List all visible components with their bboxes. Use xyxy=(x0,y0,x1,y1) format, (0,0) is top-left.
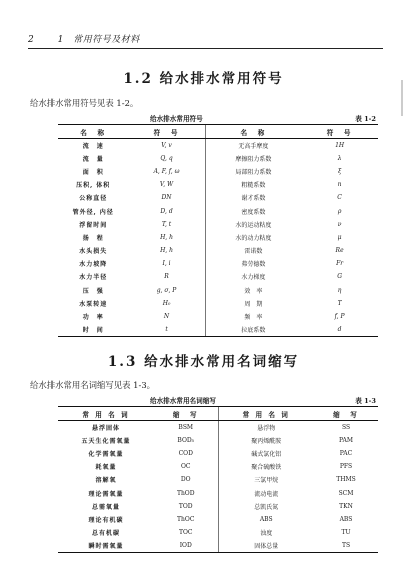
table-cell: 总凯氏氮 xyxy=(218,500,314,513)
table-row xyxy=(58,244,378,257)
table-cell: THMS xyxy=(336,476,356,484)
table-row xyxy=(58,310,378,323)
table-row xyxy=(58,270,378,283)
table-cell: IOD xyxy=(154,539,218,552)
page-number: 2 xyxy=(28,35,35,45)
table-1-3-title: 给水排水常用名词缩写 xyxy=(150,397,216,405)
table-cell: N xyxy=(163,313,170,321)
table-cell: 功 率 xyxy=(82,314,104,322)
table-cell: 固体总量 xyxy=(218,539,314,552)
table-row xyxy=(58,284,378,297)
table-cell: 时 间 xyxy=(58,323,128,336)
table-cell: TOD xyxy=(178,502,193,510)
table-cell: R xyxy=(164,273,169,281)
table-cell: 水力半径 xyxy=(79,274,108,282)
table-cell: 雷诺数 xyxy=(205,244,301,257)
table-cell: 悬浮物 xyxy=(218,421,314,434)
table-cell: 弗劳德数 xyxy=(205,257,301,270)
table-cell: 摩擦阻力系数 xyxy=(205,152,301,165)
table-cell: BSM xyxy=(178,423,194,431)
table-row xyxy=(58,486,378,499)
table-row xyxy=(58,257,378,270)
table-cell: A, F, f, ω xyxy=(153,167,180,175)
table-cell: 管外径, 内径 xyxy=(72,208,114,216)
table-cell: SCM xyxy=(338,489,354,497)
table-cell: 无高手摩度 xyxy=(205,139,301,152)
table-row xyxy=(58,500,378,513)
table-cell: TOC xyxy=(178,529,193,537)
table-cell: PFS xyxy=(339,463,353,471)
table-cell: V, W xyxy=(159,181,174,189)
table-row xyxy=(58,434,378,447)
table-cell: 粗糙系数 xyxy=(205,178,301,191)
table-1-3-number: 表 1-3 xyxy=(355,397,376,405)
table-cell: η xyxy=(337,286,342,294)
table-cell: 公称直径 xyxy=(79,195,108,203)
table-cell: 瞬时需氧量 xyxy=(58,539,154,552)
table-cell: 扬 程 xyxy=(82,234,104,242)
table-row xyxy=(58,460,378,473)
table-cell: D, d xyxy=(160,207,173,215)
table-cell: 流 速 xyxy=(82,142,104,150)
table-cell: Fr xyxy=(336,260,344,268)
table-cell: 聚合硫酸铁 xyxy=(218,460,314,473)
table-cell: 耗氧量 xyxy=(95,464,117,472)
table-cell: 流 量 xyxy=(82,155,104,163)
table-row xyxy=(58,526,378,539)
table-cell: H, h xyxy=(160,233,173,241)
table-cell: 水的动力粘度 xyxy=(205,231,301,244)
table-cell: 浮留时间 xyxy=(79,221,108,229)
table-cell: H, h xyxy=(160,247,173,255)
table-row xyxy=(58,178,378,191)
table-cell: PAC xyxy=(339,449,353,457)
table-1-2-number: 表 1-2 xyxy=(355,115,376,123)
table-cell: 水的运动粘度 xyxy=(205,218,301,231)
table-cell: T, t xyxy=(161,220,172,228)
table-cell: 1H xyxy=(335,141,345,149)
table-cell: DO xyxy=(180,476,191,484)
table-cell: 谢才系数 xyxy=(205,191,301,204)
table-cell: TKN xyxy=(339,502,353,510)
table-1-2-title: 给水排水常用符号 xyxy=(150,115,203,123)
table-row xyxy=(58,152,378,165)
table-cell: TS xyxy=(314,539,378,552)
table-cell: 流动电流 xyxy=(218,486,314,499)
table-cell: ThOD xyxy=(176,489,195,497)
table-row xyxy=(58,231,378,244)
table-cell: d xyxy=(301,323,378,336)
table-cell: ν xyxy=(337,220,342,228)
table-row xyxy=(58,297,378,310)
section-1-2-intro: 给水排水常用符号见表 1-2。 xyxy=(30,98,139,108)
table-row xyxy=(58,165,378,178)
column-header: 符 号 xyxy=(128,125,205,139)
table-cell: H₀ xyxy=(162,299,171,307)
column-header: 常 用 名 词 xyxy=(218,407,314,421)
table-cell: T xyxy=(337,299,342,307)
table-cell: 压 强 xyxy=(82,287,104,295)
table-cell: I, i xyxy=(162,260,171,268)
table-cell: 面 积 xyxy=(82,168,104,176)
table-cell: λ xyxy=(337,154,342,162)
table-cell: DN xyxy=(161,194,172,202)
table-cell: 总有机碳 xyxy=(91,530,120,538)
table-cell: 水力坡降 xyxy=(79,261,108,269)
column-header: 名 称 xyxy=(205,125,301,139)
table-row xyxy=(58,513,378,526)
table-cell: BOD₅ xyxy=(177,436,195,444)
table-cell: 局部阻力系数 xyxy=(205,165,301,178)
table-cell: 三氯甲烷 xyxy=(218,473,314,486)
table-cell: 密度系数 xyxy=(205,204,301,217)
table-cell: 浊度 xyxy=(218,526,314,539)
section-1-3-title: 1.3 给水排水常用名词缩写 xyxy=(107,354,300,370)
running-head xyxy=(28,32,140,45)
table-cell: TU xyxy=(341,529,351,537)
table-row xyxy=(58,139,378,152)
column-header: 符 号 xyxy=(301,125,378,139)
table-cell: 理论需氧量 xyxy=(88,490,124,498)
table-row xyxy=(58,323,378,336)
table-cell: 压积, 体积 xyxy=(76,182,111,190)
table-cell: C xyxy=(337,194,342,202)
table-cell: ABS xyxy=(218,513,314,526)
table-cell: μ xyxy=(337,233,342,241)
table-row xyxy=(58,218,378,231)
table-cell: ρ xyxy=(337,207,342,215)
chapter-title: 常用符号及材料 xyxy=(73,35,140,45)
table-cell: 水泵转速 xyxy=(79,300,108,308)
table-row xyxy=(58,447,378,460)
table-cell: 效 率 xyxy=(205,284,301,297)
table-row xyxy=(58,539,378,552)
table-1-3 xyxy=(58,406,378,553)
table-cell: Q, q xyxy=(160,154,173,162)
table-1-2 xyxy=(58,124,378,337)
header-rule xyxy=(28,48,383,49)
table-row xyxy=(58,473,378,486)
section-1-3-intro: 给水排水常用名词缩写见表 1-3。 xyxy=(30,380,156,390)
column-header: 缩 写 xyxy=(314,407,378,421)
table-cell: Re xyxy=(335,247,344,255)
table-cell: ξ xyxy=(337,167,342,175)
column-header: 常 用 名 词 xyxy=(58,407,154,421)
table-cell: 水力梯度 xyxy=(205,270,301,283)
table-row xyxy=(58,204,378,217)
table-cell: 溶解氧 xyxy=(95,477,117,485)
table-cell: 五天生化需氧量 xyxy=(81,437,131,445)
table-cell: 拉底系数 xyxy=(205,323,301,336)
table-cell: g, σ, P xyxy=(156,286,177,294)
table-cell: 总需氧量 xyxy=(91,503,120,511)
table-cell: COD xyxy=(178,449,193,457)
table-cell: 聚丙烯酰胺 xyxy=(218,434,314,447)
table-cell: ABS xyxy=(339,515,353,523)
table-cell: f, P xyxy=(334,313,345,321)
table-cell: 水头损失 xyxy=(79,248,108,256)
section-1-2-title: 1.2 给水排水常用符号 xyxy=(123,71,284,87)
table-row xyxy=(58,191,378,204)
table-cell: 悬浮固体 xyxy=(91,424,120,432)
table-cell: V, v xyxy=(161,141,172,149)
column-header: 缩 写 xyxy=(154,407,218,421)
table-cell: SS xyxy=(341,423,351,431)
chapter-number: 1 xyxy=(57,35,64,45)
table-cell: 周 期 xyxy=(205,297,301,310)
table-cell: t xyxy=(128,323,205,336)
table-cell: 碱式氯化铝 xyxy=(218,447,314,460)
table-cell: PAM xyxy=(339,436,353,444)
table-cell: 频 率 xyxy=(205,310,301,323)
table-row xyxy=(58,421,378,434)
table-cell: ThOC xyxy=(177,515,195,523)
table-cell: 理论有机碳 xyxy=(88,516,124,524)
column-header: 名 称 xyxy=(58,125,128,139)
table-cell: G xyxy=(337,273,342,281)
table-cell: 化学需氧量 xyxy=(88,450,124,458)
table-cell: n xyxy=(337,181,342,189)
table-cell: OC xyxy=(180,463,191,471)
